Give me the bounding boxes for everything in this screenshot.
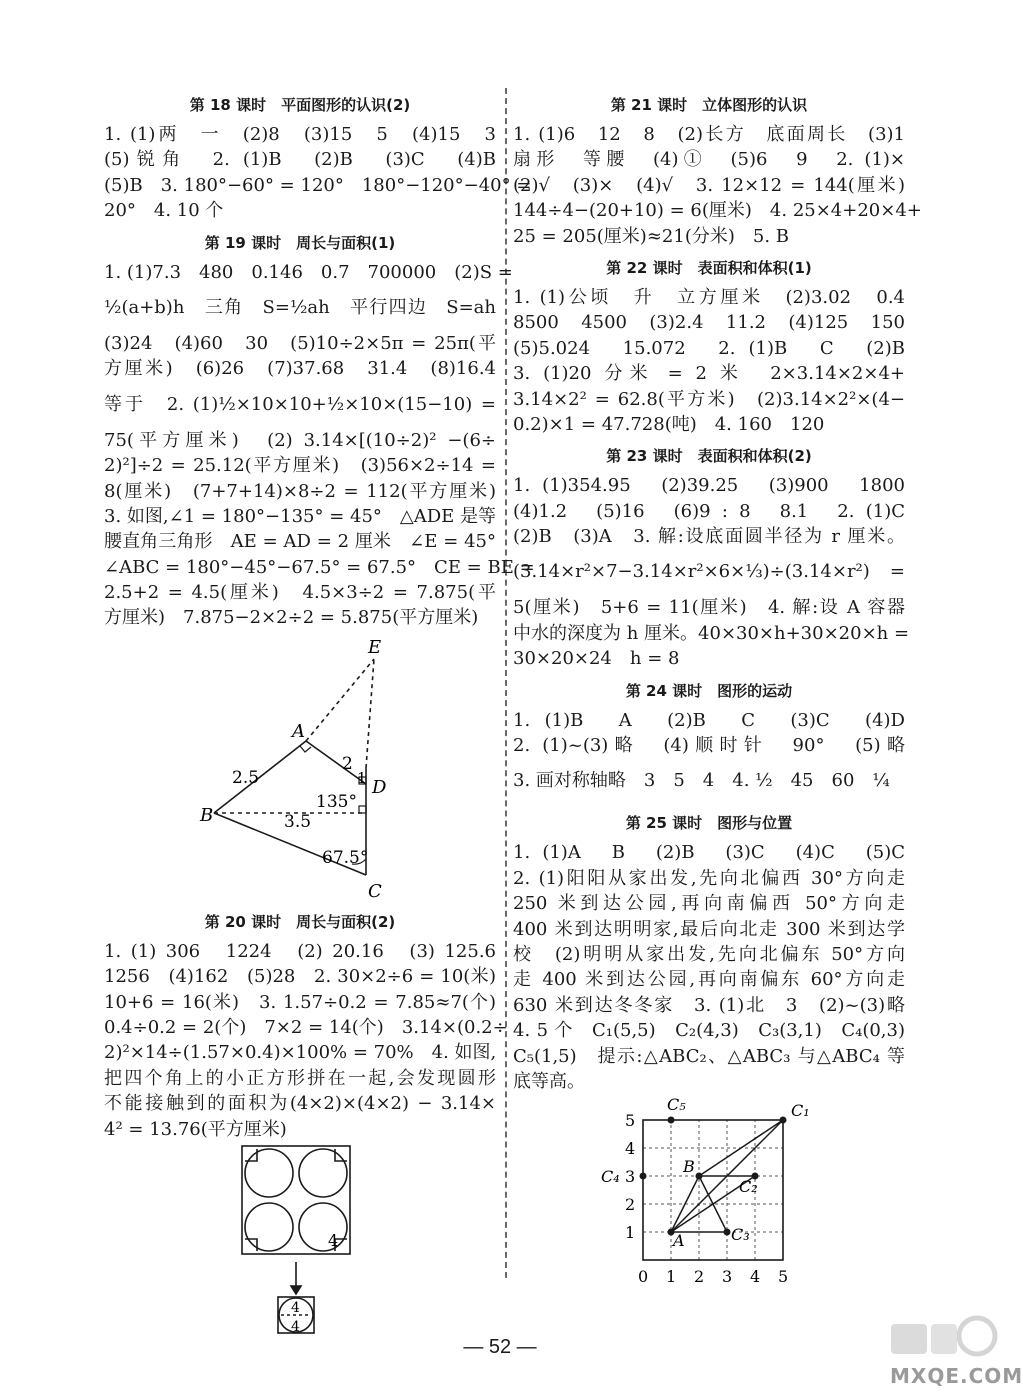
answer-line: 0.2)×1 = 47.728(吨) 4. 160 120 [513, 413, 825, 435]
answer-line: 8(厘米) (7+7+14)×8÷2 = 112(平方厘米) [104, 480, 496, 502]
answer-line: 2)²]÷2 = 25.12(平方厘米) (3)56×2÷14 = [104, 455, 496, 477]
answer-line: 2.5+2 = 4.5(厘米) 4.5×3÷2 = 7.875(平 [104, 582, 496, 604]
label-c: C [368, 880, 382, 902]
answer-line: 4. 5 个 C₁(5,5) C₂(4,3) C₃(3,1) C₄(0,3) [513, 1020, 905, 1042]
answer-line: ∠ABC = 180°−45°−67.5° = 67.5° CE = BE = [104, 556, 535, 578]
answer-line: 400 米到达明明家,最后向北走 300 米到达学 [513, 918, 905, 940]
label-angle-135: 135° [316, 791, 357, 812]
label-b: B [200, 804, 214, 826]
answer-line: C₅(1,5) 提示:△ABC₂、△ABC₃ 与△ABC₄ 等 [513, 1045, 905, 1067]
answer-line: 2. (1)阳阳从家出发,先向北偏西 30°方向走 [513, 867, 905, 889]
answer-line: 把四个角上的小正方形拼在一起,会发现圆形 [104, 1067, 496, 1089]
answer-line: 4² = 13.76(平方厘米) [104, 1118, 287, 1140]
answers-20 [104, 939, 508, 1142]
answer-line: 250 米到达公园,再向南偏西 50°方向走 [513, 893, 905, 915]
point-C₅ [668, 1117, 675, 1124]
answer-line: 腰直角三角形 AE = AD = 2 厘米 ∠E = 45° [104, 531, 496, 553]
left-column [104, 92, 535, 1342]
point-C₃ [724, 1229, 731, 1236]
answer-line: 144÷4−(20+10) = 6(厘米) 4. 25×4+20×4+ [513, 200, 922, 222]
figure-label-4a: 4 [328, 1230, 339, 1250]
x-tick-label: 3 [722, 1267, 733, 1287]
label-ad-length: 2 [342, 753, 353, 774]
page-number: — 52 — [463, 1336, 537, 1358]
point-C₄ [640, 1173, 647, 1180]
answer-line: 1. (1)7.3 480 0.146 0.7 700000 (2)S = [104, 261, 513, 283]
answer-line: 25 = 205(厘米)≈21(分米) 5. B [513, 225, 789, 247]
figure-label-4b: 4 [291, 1299, 300, 1316]
answer-line: (5)锐角 2. (1)B (2)B (3)C (4)B [104, 149, 496, 171]
dashed-de [366, 659, 374, 768]
answer-line: 3. 画对称轴略 3 5 4 4. ½ 45 60 ¼ [513, 770, 890, 792]
answer-line: 等于 2. (1)½×10×10+½×10×(15−10) = [104, 393, 496, 415]
answer-line: 3. 如图,∠1 = 180°−135° = 45° △ADE 是等 [104, 505, 497, 527]
answer-line: 校 (2)明明从家出发,先向北偏东 50°方向 [513, 943, 905, 965]
coordinate-grid-figure [513, 1095, 905, 1290]
answer-line: 底等高。 [513, 1070, 585, 1092]
answer-line: 2. (1)~(3)略 (4)顺时针 90° (5)略 [513, 735, 905, 757]
answer-line: 1256 (4)162 (5)28 2. 30×2÷6 = 10(米) [104, 966, 496, 988]
answer-line: (2)B (3)A 3. 解:设底面圆半径为 r 厘米。 [513, 526, 905, 548]
answer-line: 630 米到达冬冬家 3. (1)北 3 (2)~(3)略 [513, 994, 905, 1016]
section-title-24: 第 24 课时 图形的运动 [625, 681, 793, 700]
section-title-23: 第 23 课时 表面积和体积(2) [606, 447, 812, 466]
label-a: A [292, 720, 305, 742]
section-title-18: 第 18 课时 平面图形的认识(2) [189, 96, 411, 114]
point-label: C₃ [731, 1225, 750, 1245]
y-tick-label: 1 [625, 1223, 636, 1243]
label-e: E [368, 636, 382, 658]
figure-label-4c: 4 [291, 1318, 300, 1335]
answer-line: 扇形 等腰 (4)① (5)6 9 2. (1)× [513, 149, 905, 171]
label-d: D [372, 776, 387, 798]
answer-line: 5(厘米) 5+6 = 11(厘米) 4. 解:设 A 容器 [513, 597, 905, 619]
answer-line: (5)5.024 15.072 2. (1)B C (2)B [513, 337, 905, 359]
point-label: C₄ [601, 1167, 620, 1187]
answer-line: 不能接触到的面积为(4×2)×(4×2) − 3.14× [104, 1093, 496, 1115]
answers-25 [513, 840, 905, 1094]
answer-line: 0.4÷0.2 = 2(个) 7×2 = 14(个) 3.14×(0.2÷ [104, 1017, 508, 1039]
answer-line: (2)√ (3)× (4)√ 3. 12×12 = 144(厘米) [513, 174, 905, 196]
answer-line: (5)B 3. 180°−60° = 120° 180°−120°−40° = [104, 174, 532, 196]
label-angle-67: 67.5° [322, 847, 369, 868]
answer-line: 走 400 米到达公园,再向南偏东 60°方向走 [513, 969, 905, 991]
answer-line: 1. (1)354.95 (2)39.25 (3)900 1800 [513, 475, 905, 497]
answer-line: 10+6 = 16(米) 3. 1.57÷0.2 = 7.85≈7(个) [104, 991, 496, 1013]
section-title-20: 第 20 课时 周长与面积(2) [204, 912, 396, 931]
answer-line: 1. (1)公顷 升 立方厘米 (2)3.02 0.4 [513, 286, 905, 308]
x-tick-label: 4 [750, 1267, 761, 1287]
x-tick-label: 2 [694, 1267, 705, 1287]
triangle-figure [104, 631, 496, 903]
answer-line: 方厘米) 7.875−2×2÷2 = 5.875(平方厘米) [104, 607, 479, 629]
answer-line: 方厘米) (6)26 (7)37.68 31.4 (8)16.4 [104, 358, 496, 380]
answers-19 [104, 260, 535, 631]
y-tick-label: 2 [625, 1195, 636, 1215]
answers-24 [513, 708, 905, 805]
answer-line: 1. (1)B A (2)B C (3)C (4)D [513, 709, 905, 731]
point-label: C₁ [791, 1101, 810, 1121]
answer-line: 1. (1) 306 1224 (2) 20.16 (3) 125.6 [104, 940, 496, 962]
answers-23 [513, 473, 910, 671]
answer-line: 中水的深度为 h 厘米。40×30×h+30×20×h = [513, 622, 910, 644]
label-angle-1: 1 [357, 768, 367, 787]
point-label: C₂ [739, 1177, 758, 1197]
answer-line: (4)1.2 (5)16 (6)9 : 8 8.1 2. (1)C [513, 500, 905, 522]
answer-line: 1. (1)A B (2)B (3)C (4)C (5)C [513, 842, 905, 864]
answer-line: 8500 4500 (3)2.4 11.2 (4)125 150 [513, 312, 905, 334]
section-title-21: 第 21 课时 立体图形的认识 [610, 96, 808, 114]
answer-line: 3. (1)20 分米 = 2 米 2×3.14×2×4+ [513, 363, 905, 385]
label-ab-length: 2.5 [232, 767, 260, 788]
answer-line: 20° 4. 10 个 [104, 200, 224, 222]
y-tick-label: 4 [625, 1139, 636, 1159]
watermark-site: MXQE.COM [890, 1364, 1023, 1388]
answer-line: 1. (1)两 一 (2)8 (3)15 5 (4)15 3 [104, 124, 496, 145]
answer-line: (3)24 (4)60 30 (5)10÷2×5π = 25π(平 [104, 332, 496, 354]
section-title-22: 第 22 课时 表面积和体积(1) [606, 258, 812, 277]
point-B [696, 1173, 703, 1180]
answer-line: 30×20×24 h = 8 [513, 648, 680, 670]
section-title-19: 第 19 课时 周长与面积(1) [204, 233, 396, 252]
x-tick-label: 5 [778, 1267, 789, 1287]
answers-18 [104, 122, 532, 224]
y-tick-label: 3 [625, 1167, 636, 1187]
point-label: A [673, 1231, 685, 1251]
x-tick-label: 1 [666, 1267, 677, 1287]
answer-line: 2)²×14÷(1.57×0.4)×100% = 70% 4. 如图, [104, 1042, 497, 1064]
answers-22 [513, 285, 905, 437]
answer-line: 75(平方厘米) (2) 3.14×[(10÷2)² −(6÷ [104, 429, 496, 451]
x-tick-label: 0 [638, 1267, 649, 1287]
point-C₁ [780, 1117, 787, 1124]
answer-line: 1. (1)6 12 8 (2)长方 底面周长 (3)1 [513, 124, 905, 145]
y-tick-label: 5 [625, 1111, 636, 1131]
circle-square-figure [104, 1142, 496, 1342]
answer-line: (3.14×r²×7−3.14×r²×6×⅓)÷(3.14×r²) = [513, 561, 905, 583]
point-label: C₅ [667, 1095, 686, 1115]
dashed-ae [306, 659, 374, 741]
section-title-25: 第 25 课时 图形与位置 [625, 814, 793, 833]
point-label: B [683, 1157, 695, 1177]
right-column [513, 92, 922, 1290]
answer-line: 3.14×2² = 62.8(平方米) (2)3.14×2²×(4− [513, 388, 905, 410]
label-bd-length: 3.5 [284, 811, 312, 832]
edge-ba [214, 741, 306, 813]
answers-21 [513, 122, 922, 249]
answer-line: ½(a+b)h 三角 S=½ah 平行四边 S=ah [104, 296, 496, 318]
